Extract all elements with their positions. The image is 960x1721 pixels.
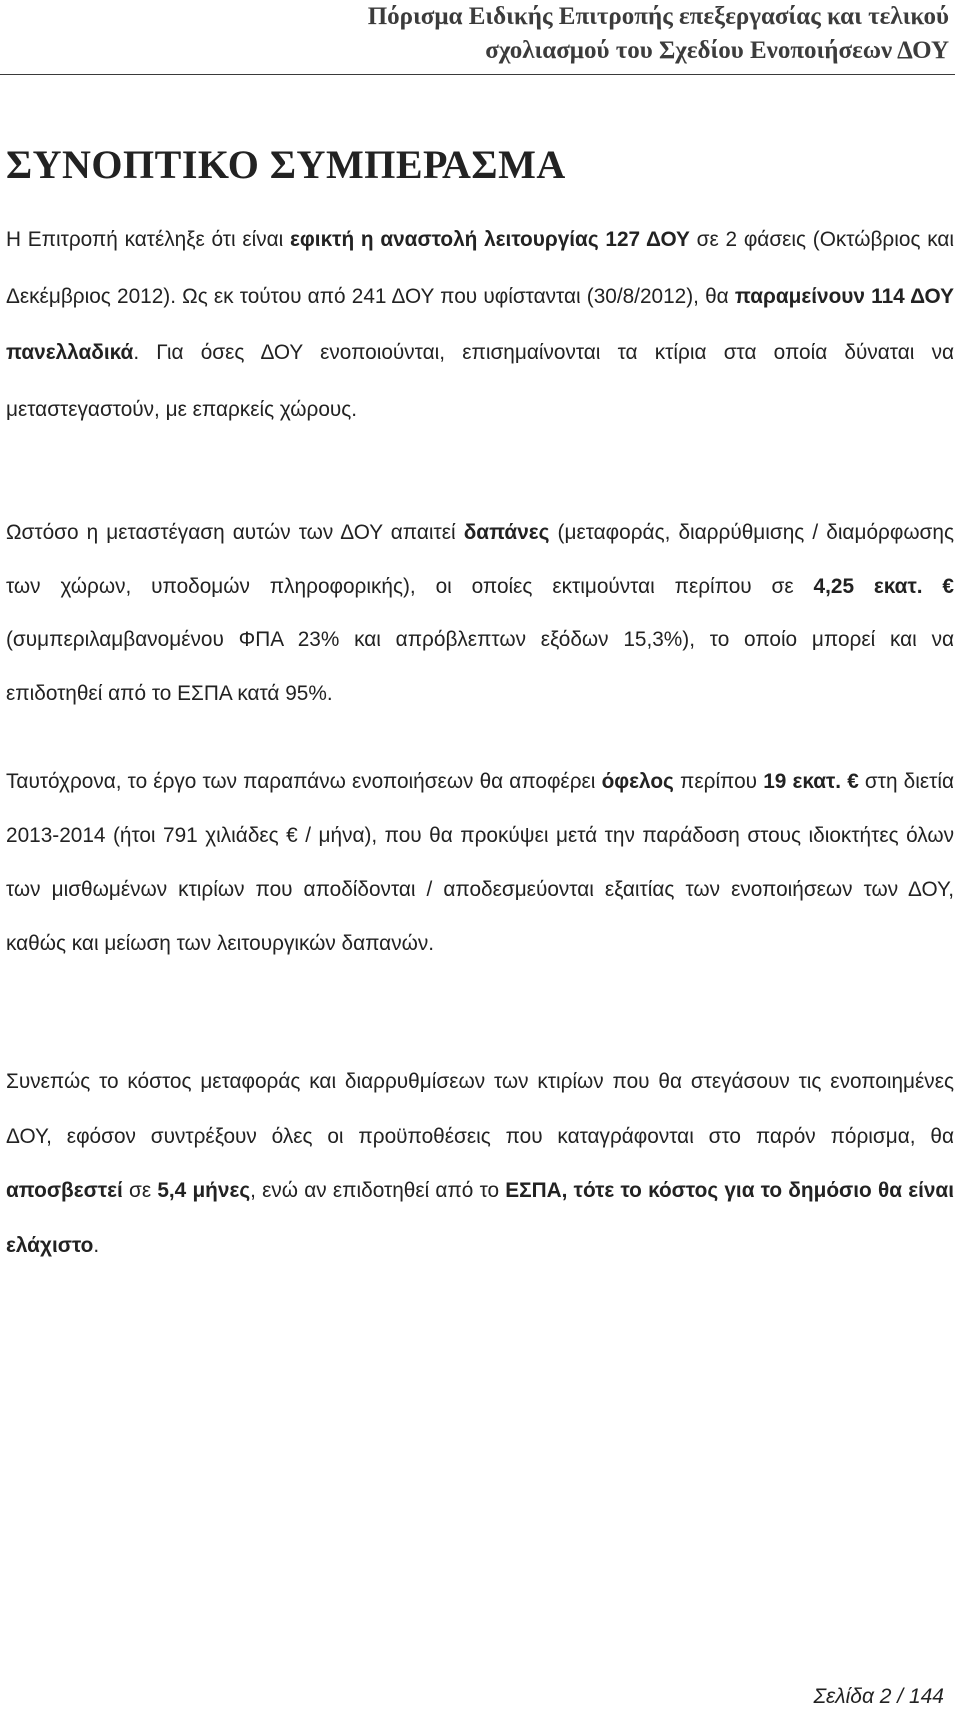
text-run: Ταυτόχρονα, το έργο των παραπάνω ενοποιήσεων θα αποφέρει [6, 770, 602, 793]
text-run: σε [122, 1179, 158, 1202]
section-title: ΣΥΝΟΠΤΙΚΟ ΣΥΜΠΕΡΑΣΜΑ [6, 142, 566, 187]
text-run: σε 2 φάσεις (Οκτώβριος και Δεκέμβριος 2012). Ως εκ τούτου από 241 ΔΟΥ που υφίστανται (30/8/2012), θα [6, 228, 954, 308]
bold-run: δαπάνες [463, 521, 550, 544]
bold-run: παραμείνουν 114 ΔΟΥ πανελλαδικά [6, 284, 954, 364]
page-number: Σελίδα 2 / 144 [813, 1685, 944, 1708]
paragraph-conclusion [6, 212, 954, 438]
paragraph-payback [6, 1055, 954, 1273]
bold-run: ΕΣΠΑ, τότε το κόστος για το δημόσιο θα είναι ελάχιστο [6, 1179, 954, 1257]
document-title [368, 0, 949, 68]
text-run: Ωστόσο η μεταστέγαση αυτών των ΔΟΥ απαιτεί [6, 521, 464, 544]
text-run: (μεταφοράς, διαρρύθμισης / διαμόρφωσης των χώρων, υποδομών πληροφορικής), οι οποίες εκτιμούνται περίπου σε [6, 521, 954, 598]
text-run: . [93, 1233, 100, 1257]
bold-run: εφικτή η αναστολή λειτουργίας 127 ΔΟΥ [290, 228, 690, 251]
document-title-line-1: Πόρισμα Ειδικής Επιτροπής επεξεργασίας και τελικού [367, 3, 949, 30]
bold-run: 4,25 εκατ. € [813, 574, 954, 598]
bold-run: 19 εκατ. € [763, 770, 859, 793]
bold-run: 5,4 μήνες [157, 1179, 251, 1202]
text-run: (συμπεριλαμβανομένου ΦΠΑ 23% και απρόβλεπτων εξόδων 15,3%), το οποίο μπορεί και να επιδοτηθεί από το ΕΣΠΑ κατά 95%. [6, 628, 954, 705]
bold-run: αποσβεστεί [6, 1179, 123, 1202]
text-run: Συνεπώς το κόστος μεταφοράς και διαρρυθμίσεων των κτιρίων που θα στεγάσουν τις ενοποιημένες ΔΟΥ, εφόσον συντρέξουν όλες οι προϋποθέσεις που καταγράφονται στο παρόν πόρισμα, θα [6, 1070, 954, 1148]
text-run: περίπου [673, 770, 764, 793]
text-run: , ενώ αν επιδοτηθεί από το [250, 1179, 506, 1202]
document-title-line-2: σχολιασμού του Σχεδίου Ενοποιήσεων ΔΟΥ [485, 37, 949, 64]
paragraph-costs [6, 506, 954, 720]
bold-run: όφελος [601, 770, 674, 793]
page-header [0, 0, 955, 75]
text-run: Η Επιτροπή κατέληξε ότι είναι [6, 228, 291, 251]
text-run: . Για όσες ΔΟΥ ενοποιούνται, επισημαίνονται τα κτίρια στα οποία δύναται να μεταστεγαστούν, με επαρκείς χώρους. [6, 341, 954, 421]
text-run: στη διετία 2013-2014 (ήτοι 791 χιλιάδες € / μήνα), που θα προκύψει μετά την παράδοση στους ιδιοκτήτες όλων των μισθωμένων κτιρίων που αποδίδονται / αποδεσμεύονται εξαιτίας των ενοποιήσεων των ΔΟΥ, καθώς και μείωση των λειτουργικών δαπανών. [6, 770, 954, 955]
paragraph-benefit [6, 755, 954, 971]
